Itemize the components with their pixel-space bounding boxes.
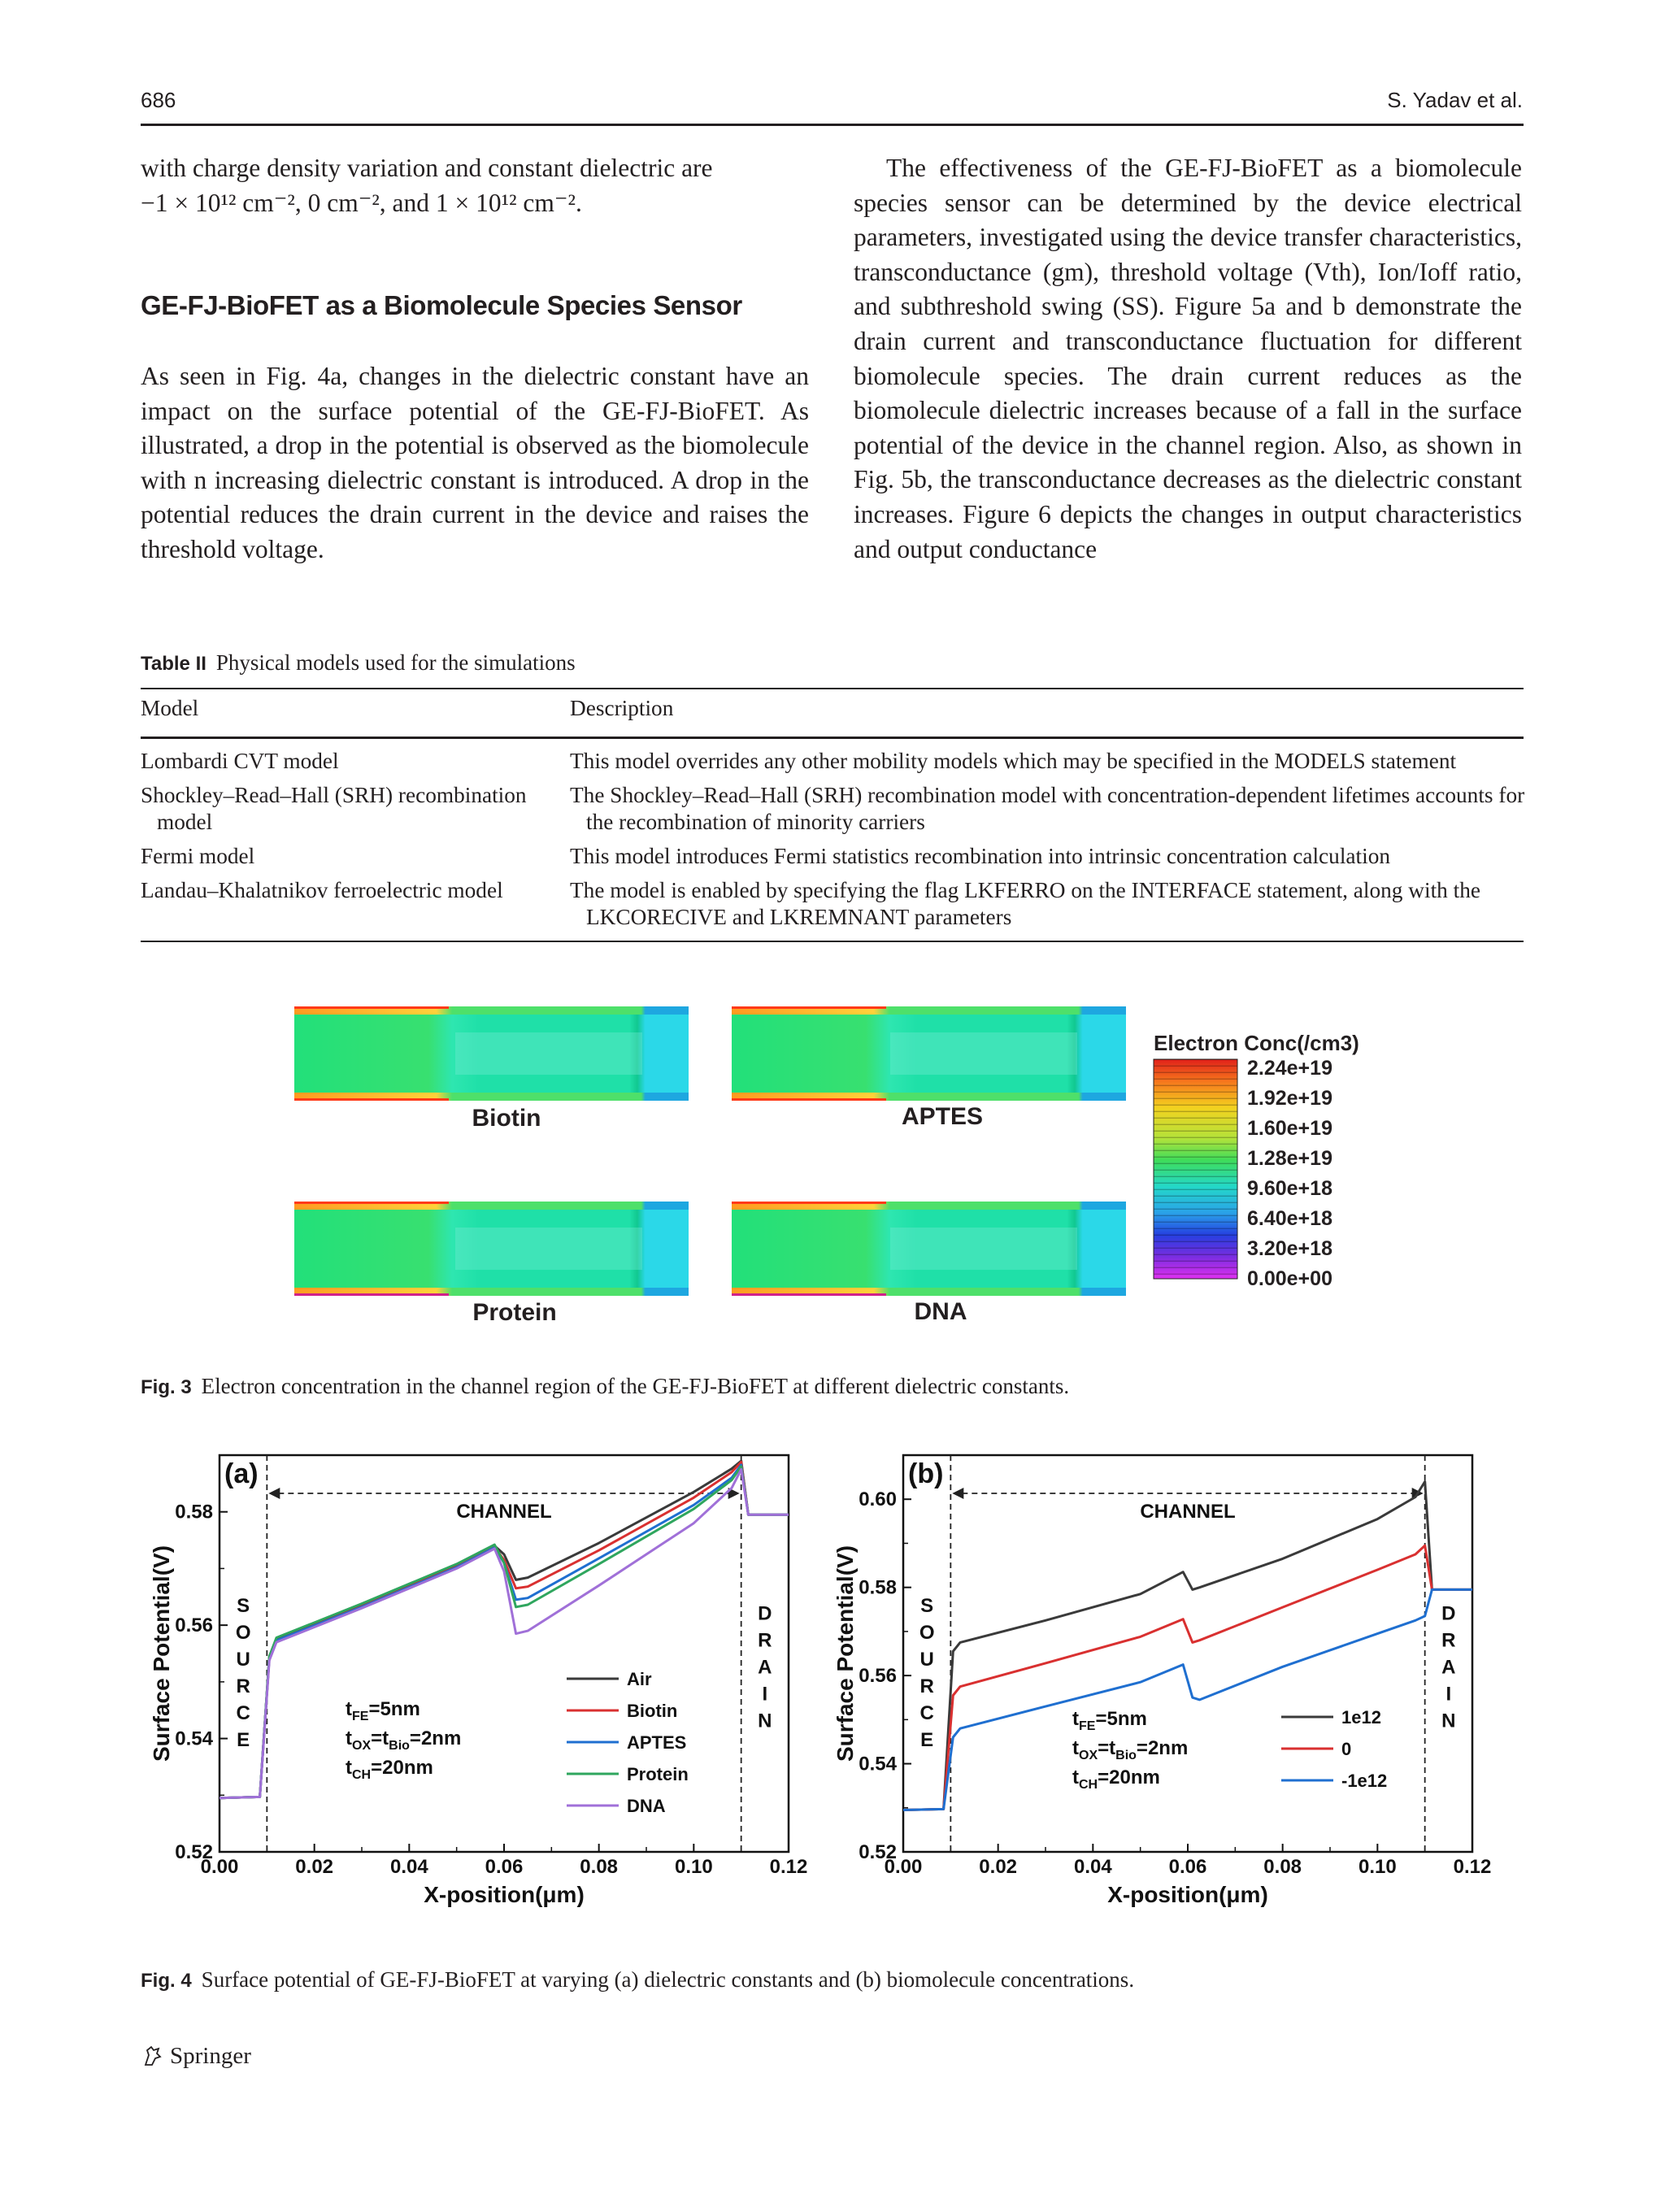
map-aptes: [732, 1006, 1126, 1101]
right-para-text: The effectiveness of the GE-FJ-BioFET as a biomolecule species sensor can be determined by the device electrical parameters, investigated using the device transfer characteristics, transconductance (gm), threshold voltage (Vth), Ion/Ioff ratio, and subthreshold swing (SS). Figure 5a and b demonstrate the drain current and transconductance fluctuation for different biomolecule species. The drain current reduces as the biomolecule dielectric increases because of a fall in the surface potential of the device in the channel region. Also, as shown in Fig. 5b, the transconductance decreases as the dielectric constant increases. Figure 6 depicts the changes in output characteristics and output conductance: [854, 154, 1522, 563]
y-tick-label: 0.58: [859, 1576, 897, 1599]
map-label-protein: Protein: [472, 1299, 557, 1326]
table-header-model: Model: [141, 696, 199, 720]
source-letter: S: [920, 1594, 934, 1617]
table-cell-description: This model overrides any other mobility models which may be specified in the MODELS statement: [570, 749, 1457, 773]
drain-letter: D: [1441, 1602, 1456, 1625]
source-letter: C: [236, 1701, 250, 1724]
table-cell-model: Shockley–Read–Hall (SRH) recombination model: [141, 783, 527, 834]
drain-letter: A: [758, 1656, 772, 1679]
colorbar-value: 1.92e+19: [1247, 1087, 1332, 1110]
drain-letter: R: [758, 1629, 772, 1652]
x-axis-label: X-position(μm): [1107, 1882, 1268, 1907]
y-tick-label: 0.56: [175, 1614, 213, 1637]
page-number: 686: [141, 88, 176, 112]
source-letter: O: [235, 1621, 251, 1644]
table-cell-description: This model introduces Fermi statistics recombination into intrinsic concentration calculation: [570, 844, 1390, 868]
colorbar-value: 0.00e+00: [1247, 1267, 1332, 1290]
source-letter: E: [920, 1728, 934, 1751]
x-tick-label: 0.06: [1168, 1856, 1207, 1878]
colorbar-title: Electron Conc(/cm3): [1154, 1031, 1359, 1055]
x-tick-label: 0.04: [389, 1856, 428, 1878]
fig4a-chart: [138, 1447, 813, 1935]
table-cell-model: Fermi model: [141, 844, 255, 868]
drain-letter: N: [1441, 1710, 1456, 1732]
map-protein: [294, 1202, 689, 1296]
map-label-biotin: Biotin: [472, 1105, 541, 1132]
drain-letter: I: [762, 1683, 768, 1706]
source-letter: U: [919, 1648, 934, 1671]
drain-letter: N: [758, 1710, 772, 1732]
para1-line1: with charge density variation and constant dielectric are: [141, 154, 713, 182]
colorbar-value: 9.60e+18: [1247, 1177, 1332, 1200]
source-letter: E: [237, 1728, 250, 1751]
map-label-dna: DNA: [914, 1298, 967, 1325]
colorbar-value: 2.24e+19: [1247, 1057, 1332, 1080]
y-tick-label: 0.58: [175, 1501, 213, 1523]
param-tch: $t_{CH}=20nm$: [346, 1757, 433, 1782]
para2-text: As seen in Fig. 4a, changes in the dielectric constant have an impact on the surface potential of the GE-FJ-BioFET. As illustrated, a drop in the potential is observed as the biomolecule with n increasing dielectric constant is introduced. A drop in the potential reduces the drain current in the device and raises the threshold voltage.: [141, 362, 809, 563]
map-label-aptes: APTES: [901, 1103, 984, 1130]
fig4b-chart: [825, 1447, 1524, 1935]
table-cell-model: Landau–Khalatnikov ferroelectric model: [141, 878, 503, 902]
legend-label: Air: [627, 1669, 652, 1689]
y-tick-label: 0.54: [175, 1727, 213, 1750]
fig4-caption-text: Surface potential of GE-FJ-BioFET at varying (a) dielectric constants and (b) biomolecule concentrations.: [201, 1967, 1135, 1992]
panel-label: (b): [908, 1458, 944, 1489]
source-letter: R: [236, 1675, 250, 1697]
channel-arrow-left-head: [952, 1488, 963, 1499]
legend-label: APTES: [627, 1732, 687, 1753]
springer-footer: [141, 2043, 251, 2070]
x-tick-label: 0.02: [979, 1856, 1018, 1878]
x-axis-label: X-position(μm): [424, 1882, 585, 1907]
source-letter: O: [919, 1621, 935, 1644]
fig3-label: Fig. 3: [141, 1376, 192, 1398]
para1-line2: −1 × 10¹² cm⁻², 0 cm⁻², and 1 × 10¹² cm⁻².: [141, 188, 582, 217]
table-header-description: Description: [570, 696, 674, 720]
legend-label: 1e12: [1341, 1707, 1381, 1727]
series-line-1e12: [903, 1482, 1472, 1810]
param-tfe: $t_{FE}=5nm$: [346, 1698, 420, 1723]
section-heading: GE-FJ-BioFET as a Biomolecule Species Sensor: [141, 290, 742, 320]
source-letter: R: [919, 1675, 934, 1697]
x-tick-label: 0.10: [1358, 1856, 1397, 1878]
fig3-caption: [141, 1374, 1069, 1399]
fig3-caption-text: Electron concentration in the channel region of the GE-FJ-BioFET at different dielectric constants.: [201, 1374, 1070, 1398]
colorbar-value: 1.28e+19: [1247, 1147, 1332, 1170]
y-tick-label: 0.52: [859, 1841, 897, 1863]
channel-arrow-left-head: [268, 1488, 280, 1499]
source-letter: C: [919, 1701, 934, 1724]
panel-label: (a): [224, 1458, 259, 1489]
x-tick-label: 0.06: [485, 1856, 524, 1878]
running-head-authors: S. Yadav et al.: [1387, 88, 1523, 112]
drain-letter: I: [1445, 1683, 1452, 1706]
x-tick-label: 0.10: [674, 1856, 713, 1878]
drain-letter: A: [1441, 1656, 1456, 1679]
colorbar: [1154, 1059, 1237, 1279]
table-cell-description: The Shockley–Read–Hall (SRH) recombination model with concentration-dependent lifetimes accounts for the recombination of minority carriers: [570, 783, 1525, 834]
x-tick-label: 0.00: [884, 1856, 923, 1878]
param-tch: $t_{CH}=20nm$: [1072, 1767, 1160, 1792]
colorbar-value: 1.60e+19: [1247, 1117, 1332, 1140]
y-tick-label: 0.60: [859, 1488, 897, 1511]
drain-letter: R: [1441, 1629, 1456, 1652]
y-tick-label: 0.54: [859, 1753, 897, 1775]
drain-letter: D: [758, 1602, 772, 1625]
y-tick-label: 0.56: [859, 1665, 897, 1688]
channel-label: CHANNEL: [1140, 1501, 1236, 1523]
map-dna: [732, 1202, 1126, 1296]
param-tox: $t_{OX}=t_{Bio}=2nm$: [346, 1727, 462, 1753]
y-tick-label: 0.52: [175, 1841, 213, 1863]
fig4-label: Fig. 4: [141, 1970, 192, 1992]
legend-label: DNA: [627, 1796, 666, 1816]
legend-label: -1e12: [1341, 1771, 1388, 1791]
y-axis-label: Surface Potential(V): [832, 1545, 858, 1762]
table-label: Table II: [141, 653, 206, 675]
param-tox: $t_{OX}=t_{Bio}=2nm$: [1072, 1737, 1189, 1762]
x-tick-label: 0.00: [200, 1856, 239, 1878]
table-cell-description: The model is enabled by specifying the flag LKFERRO on the INTERFACE statement, along with the LKCORECIVE and LKREMNANT parameters: [570, 878, 1480, 929]
x-tick-label: 0.08: [1263, 1856, 1302, 1878]
source-letter: U: [236, 1648, 250, 1671]
x-tick-label: 0.12: [769, 1856, 808, 1878]
table-cell-model: Lombardi CVT model: [141, 749, 339, 773]
source-letter: S: [237, 1594, 250, 1617]
x-tick-label: 0.04: [1073, 1856, 1112, 1878]
colorbar-value: 6.40e+18: [1247, 1207, 1332, 1230]
x-tick-label: 0.08: [580, 1856, 619, 1878]
param-tfe: $t_{FE}=5nm$: [1072, 1708, 1147, 1733]
legend-label: 0: [1341, 1739, 1352, 1759]
y-axis-label: Surface Potential(V): [149, 1545, 174, 1762]
fig4-caption: [141, 1967, 1134, 1993]
springer-horse-icon: [141, 2044, 165, 2068]
map-biotin: [294, 1006, 689, 1101]
x-tick-label: 0.02: [295, 1856, 334, 1878]
channel-label: CHANNEL: [456, 1501, 552, 1523]
table-caption-text: Physical models used for the simulations: [215, 650, 576, 675]
legend-label: Biotin: [627, 1701, 678, 1721]
legend-label: Protein: [627, 1764, 689, 1784]
x-tick-label: 0.12: [1453, 1856, 1492, 1878]
colorbar-value: 3.20e+18: [1247, 1237, 1332, 1260]
springer-text: Springer: [170, 2043, 251, 2069]
